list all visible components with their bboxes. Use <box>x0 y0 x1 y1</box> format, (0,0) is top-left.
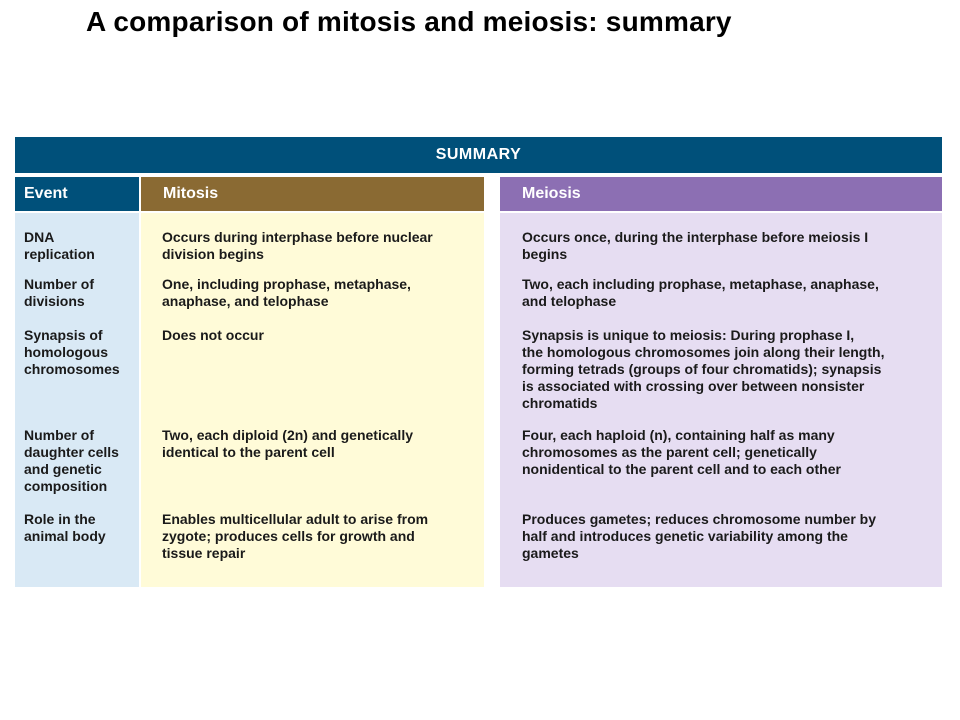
table-row-meiosis-role: Produces gametes; reduces chromosome number by half and introduces genetic variability among the gametes <box>522 511 876 561</box>
slide-title: A comparison of mitosis and meiosis: summary <box>86 6 732 37</box>
column-header-event: Event <box>15 177 139 211</box>
table-row-mitosis-synapsis: Does not occur <box>162 327 264 343</box>
table-row-event-synapsis: Synapsis of homologous chromosomes <box>24 327 120 377</box>
column-header-meiosis: Meiosis <box>500 177 942 211</box>
table-row-event-daughter-cells: Number of daughter cells and genetic composition <box>24 427 119 494</box>
table-row-mitosis-role: Enables multicellular adult to arise from zygote; produces cells for growth and tissue repair <box>162 511 429 561</box>
table-row-event-dna-replication: DNA replication <box>24 229 95 262</box>
table-row-mitosis-dna-replication: Occurs during interphase before nuclear division begins <box>162 229 433 262</box>
table-row-meiosis-dna-replication: Occurs once, during the interphase before meiosis I begins <box>522 229 869 262</box>
summary-header-bar: SUMMARY <box>15 137 942 173</box>
table-row-meiosis-synapsis: Synapsis is unique to meiosis: During prophase I, the homologous chromosomes join along their length, forming tetrads (groups of four chromatids); synapsis is associated with crossing over between nonsister chromatids <box>522 327 885 411</box>
table-row-mitosis-daughter-cells: Two, each diploid (2n) and genetically identical to the parent cell <box>162 427 413 460</box>
table-row-meiosis-daughter-cells: Four, each haploid (n), containing half as many chromosomes as the parent cell; genetically nonidentical to the parent cell and to each other <box>522 427 841 477</box>
table-row-mitosis-divisions: One, including prophase, metaphase, anaphase, and telophase <box>162 276 411 309</box>
table-row-meiosis-divisions: Two, each including prophase, metaphase, anaphase, and telophase <box>522 276 879 309</box>
column-header-mitosis: Mitosis <box>141 177 484 211</box>
table-row-event-role: Role in the animal body <box>24 511 106 544</box>
table-row-event-divisions: Number of divisions <box>24 276 94 309</box>
